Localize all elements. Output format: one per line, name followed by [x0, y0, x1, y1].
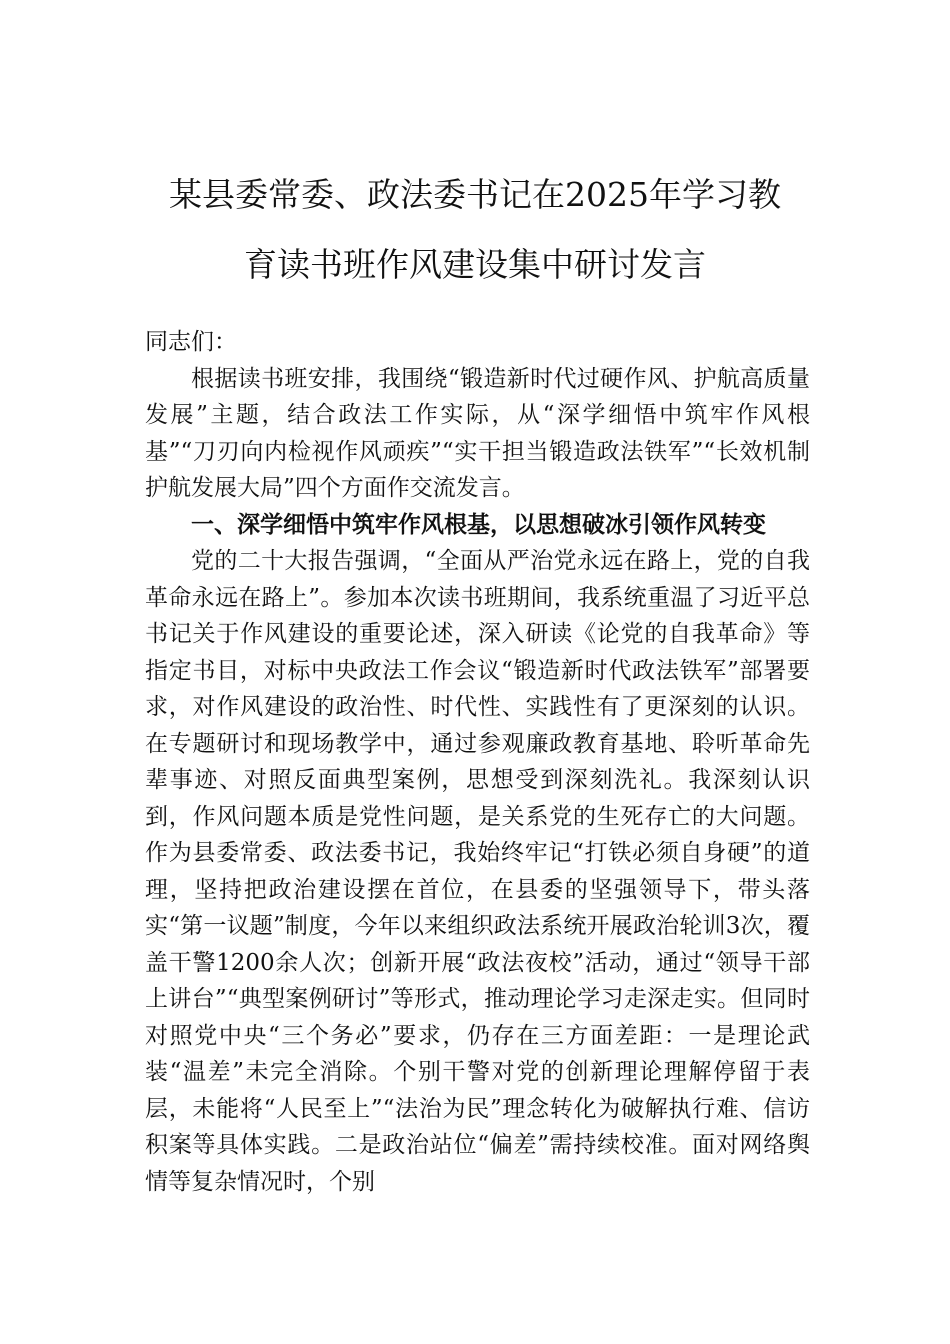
document-body: [145, 324, 810, 1200]
section-1-heading: 一、深学细悟中筑牢作风根基，以思想破冰引领作风转变: [191, 510, 766, 538]
intro-paragraph: 根据读书班安排，我围绕“锻造新时代过硬作风、护航高质量发展”主题，结合政法工作实际，从“深学细悟中筑牢作风根基”“刀刃向内检视作风顽疾”“实干担当锻造政法铁军”“长效机制护航发展大局”四个方面作交流发言。: [145, 365, 810, 501]
salutation: 同志们：: [145, 329, 237, 355]
title-line-2: 育读书班作风建设集中研讨发言: [244, 245, 706, 284]
section-1-paragraph: 党的二十大报告强调，“全面从严治党永远在路上，党的自我革命永远在路上”。参加本次读书班期间，我系统重温了习近平总书记关于作风建设的重要论述，深入研读《论党的自我革命》等指定书目，对标中央政法工作会议“锻造新时代政法铁军”部署要求，对作风建设的政治性、时代性、实践性有了更深刻的认识。在专题研讨和现场教学中，通过参观廉政教育基地、聆听革命先辈事迹、对照反面典型案例，思想受到深刻洗礼。我深刻认识到，作风问题本质是党性问题，是关系党的生死存亡的大问题。作为县委常委、政法委书记，我始终牢记“打铁必须自身硬”的道理，坚持把政治建设摆在首位，在县委的坚强领导下，带头落实“第一议题”制度，今年以来组织政法系统开展政治轮训3次，覆盖干警1200余人次；创新开展“政法夜校”活动，通过“领导干部上讲台”“典型案例研讨”等形式，推动理论学习走深走实。但同时对照党中央“三个务必”要求，仍存在三方面差距：一是理论武装“温差”未完全消除。个别干警对党的创新理论理解停留于表层，未能将“人民至上”“法治为民”理念转化为破解执行难、信访积案等具体实践。二是政治站位“偏差”需持续校准。面对网络舆情等复杂情况时，个别: [145, 548, 810, 1195]
document-title: [125, 160, 825, 300]
title-line-1: 某县委常委、政法委书记在2025年学习教: [169, 175, 781, 214]
